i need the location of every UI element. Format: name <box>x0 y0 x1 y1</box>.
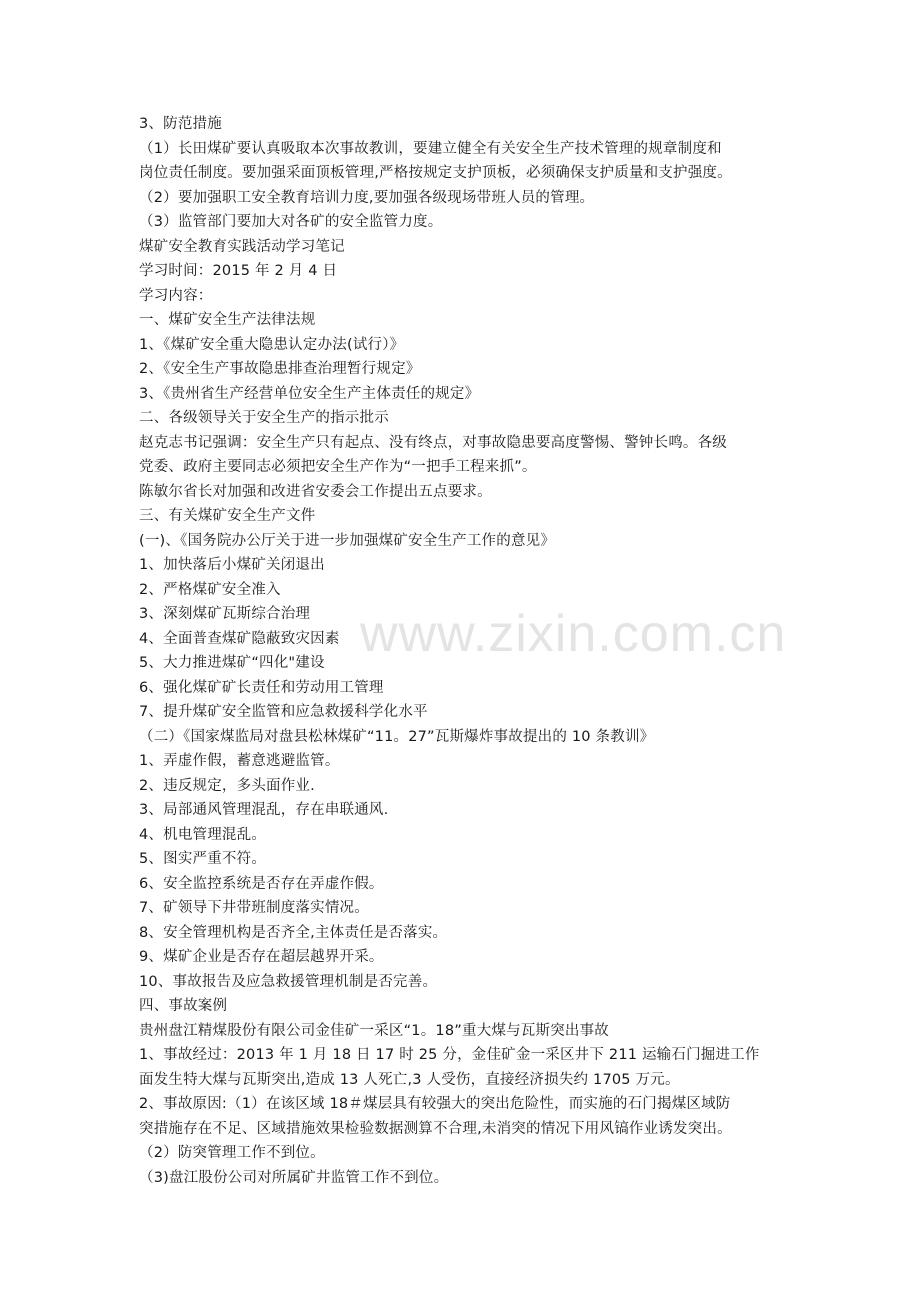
text-line: 突措施存在不足、区域措施效果检验数据测算不合理,未消突的情况下用风镐作业诱发突出。 <box>139 1120 732 1137</box>
text-line: 1、加快落后小煤矿关闭退出 <box>139 557 325 573</box>
text-line: 4、全面普查煤矿隐蔽致灾因素 <box>139 630 340 647</box>
text-line: 5、图实严重不符。 <box>139 851 267 867</box>
text-line: 二、各级领导关于安全生产的指示批示 <box>139 410 389 426</box>
text-line: 学习内容： <box>139 287 213 304</box>
text-line: 党委、政府主要同志必须把安全生产作为“一把手工程来抓”。 <box>139 459 537 475</box>
text-line: 3、深刻煤矿瓦斯综合治理 <box>139 606 311 622</box>
text-line: （二）《国家煤监局对盘县松林煤矿“11。27”瓦斯爆炸事故提出的 10 条教训》 <box>139 728 655 745</box>
text-line: 3、防范措施 <box>139 116 222 132</box>
text-line: 6、强化煤矿矿长责任和劳动用工管理 <box>139 679 384 696</box>
text-line: （2）防突管理工作不到位。 <box>139 1145 325 1161</box>
text-line: 陈敏尔省长对加强和改进省安委会工作提出五点要求。 <box>139 483 492 500</box>
text-line: 赵克志书记强调：安全生产只有起点、没有终点，对事故隐患要高度警惕、警钟长鸣。各级 <box>139 434 727 451</box>
text-line: 四、事故案例 <box>139 998 228 1014</box>
text-line: 岗位责任制度。要加强采面顶板管理,严格按规定支护顶板，必须确保支护质量和支护强度。 <box>139 165 732 181</box>
watermark: www.zixin.com.cn <box>360 605 787 663</box>
text-line: 一、煤矿安全生产法律法规 <box>139 312 316 328</box>
text-line: 7、提升煤矿安全监管和应急救援科学化水平 <box>139 704 428 720</box>
text-line: 2、违反规定，多头面作业. <box>139 777 315 794</box>
text-line: 5、大力推进煤矿“四化"建设 <box>139 655 325 671</box>
text-line: 8、安全管理机构是否齐全,主体责任是否落实。 <box>139 924 448 941</box>
text-line: （3)盘江股份公司对所属矿井监管工作不到位。 <box>139 1169 449 1186</box>
text-line: 面发生特大煤与瓦斯突出,造成 13 人死亡,3 人受伤，直接经济损失约 1705 万元。 <box>139 1071 680 1088</box>
text-line: 3、局部通风管理混乱，存在串联通风. <box>139 802 389 818</box>
text-line: 7、矿领导下井带班制度落实情况。 <box>139 900 369 916</box>
text-line: (一)、《国务院办公厅关于进一步加强煤矿安全生产工作的意见》 <box>139 532 556 549</box>
text-line: 三、有关煤矿安全生产文件 <box>139 508 316 524</box>
text-line: 10、事故报告及应急救援管理机制是否完善。 <box>139 973 438 990</box>
text-line: 贵州盘江精煤股份有限公司金佳矿一采区“1。18”重大煤与瓦斯突出事故 <box>139 1022 609 1039</box>
text-line: 1、弄虚作假，蓄意逃避监管。 <box>139 753 340 769</box>
text-line: 2、严格煤矿安全准入 <box>139 581 281 598</box>
text-line: 2、事故原因:（1）在该区域 18＃煤层具有较强大的突出危险性，而实施的石门揭煤区域防 <box>139 1096 731 1112</box>
text-line: 6、安全监控系统是否存在弄虚作假。 <box>139 875 384 892</box>
text-line: 2、《安全生产事故隐患排查治理暂行规定》 <box>139 361 421 377</box>
text-line: 3、《贵州省生产经营单位安全生产主体责任的规定》 <box>139 385 480 402</box>
text-line: 9、煤矿企业是否存在超层越界开采。 <box>139 949 384 965</box>
document-body <box>139 112 789 1190</box>
text-line: 1、《煤矿安全重大隐患认定办法(试行）》 <box>139 336 405 353</box>
text-line: （1）长田煤矿要认真吸取本次事故教训，要建立健全有关安全生产技术管理的规章制度和 <box>139 140 722 157</box>
text-line: 4、机电管理混乱。 <box>139 826 267 843</box>
text-line: （2）要加强职工安全教育培训力度,要加强各级现场带班人员的管理。 <box>139 189 595 206</box>
text-line: 学习时间：2015 年 2 月 4 日 <box>139 263 338 279</box>
text-line: 煤矿安全教育实践活动学习笔记 <box>139 238 345 255</box>
text-line: （3）监管部门要加大对各矿的安全监管力度。 <box>139 214 443 230</box>
text-line: 1、事故经过：2013 年 1 月 18 日 17 时 25 分，金佳矿金一采区井下 211 运输石门掘进工作 <box>139 1047 760 1063</box>
